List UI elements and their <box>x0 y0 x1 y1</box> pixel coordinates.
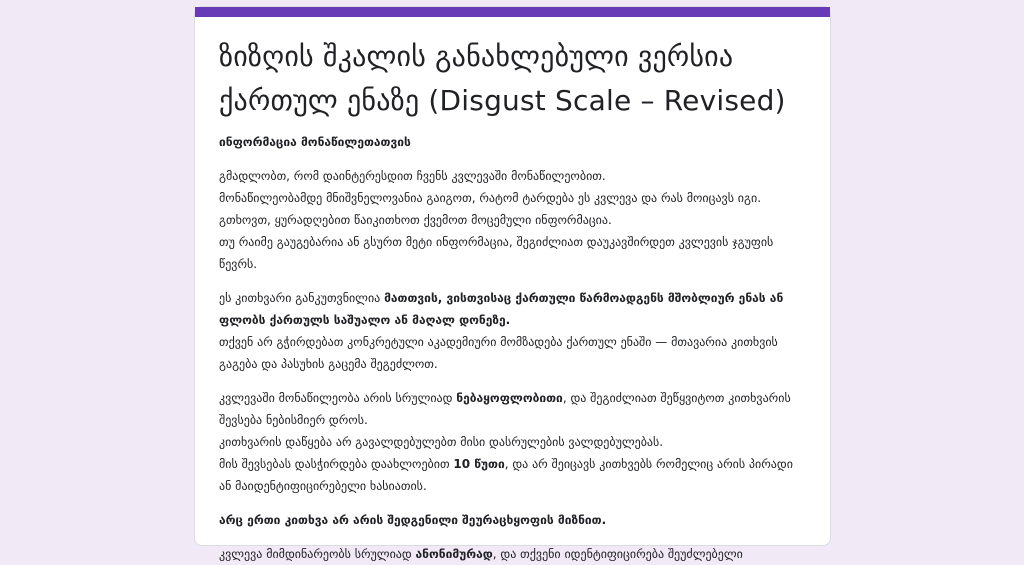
duration-text-1: მის შევსებას დასჭირდება დაახლოებით <box>219 457 454 471</box>
audience-bold-text: მათთვის, ვისთვისაც ქართული წარმოადგენს მშობლიურ ენას ან ფლობს ქართულს საშუალო ან მაღალ დონეზე. <box>219 291 784 327</box>
no-offense-bold: არც ერთი კითხვა არ არის შედგენილი შეურაცხყოფის მიზნით. <box>219 513 607 527</box>
anonymity-text-2: , და თქვენი იდენტიფიცირება შეუძლებელი <box>492 547 743 561</box>
info-heading-paragraph <box>219 131 806 153</box>
form-header-content <box>195 17 830 565</box>
voluntary-bold: ნებაყოფლობითი <box>456 391 563 405</box>
intro-line-4: თუ რაიმე გაუგებარია ან გსურთ მეტი ინფორმაცია, შეგიძლიათ დაუკავშირდეთ კვლევის ჯგუფის წევრს. <box>219 235 774 271</box>
duration-bold: 10 წუთი <box>453 457 505 471</box>
audience-paragraph <box>219 287 806 375</box>
voluntary-paragraph <box>219 387 806 497</box>
form-description <box>219 131 806 565</box>
intro-line-3: გთხოვთ, ყურადღებით წაიკითხოთ ქვემოთ მოცემული ინფორმაცია. <box>219 213 612 227</box>
anonymity-text-1: კვლევა მიმდინარეობს სრულიად <box>219 547 416 561</box>
form-title: ზიზღის შკალის განახლებული ვერსია ქართულ ენაზე (Disgust Scale – Revised) <box>219 40 786 117</box>
form-accent-bar <box>195 7 830 17</box>
voluntary-line-2: კითხვარის დაწყება არ გავალდებულებთ მისი დასრულების ვალდებულებას. <box>219 435 664 449</box>
voluntary-text-2: , და შეგიძლიათ შეწყვიტოთ კითხვარის შევსება ნებისმიერ დროს. <box>219 391 791 427</box>
duration-text-2: , და არ შეიცავს კითხვებს რომელიც არის პირადი ან მაიდენტიფიცირებელი ხასიათის. <box>219 457 793 493</box>
audience-line-2: თქვენ არ გჭირდებათ კონკრეტული აკადემიური მომზადება ქართულ ენაში — მთავარია კითხვის გაგება და პასუხის გაცემა შეგეძლოთ. <box>219 335 778 371</box>
no-offense-paragraph <box>219 509 806 531</box>
anonymity-bold: ანონიმურად <box>415 547 493 561</box>
intro-line-1: გმადლობთ, რომ დაინტერესდით ჩვენს კვლევაში მონაწილეობით. <box>219 169 606 183</box>
intro-line-2: მონაწილეობამდე მნიშვნელოვანია გაიგოთ, რატომ ტარდება ეს კვლევა და რას მოიცავს იგი. <box>219 191 762 205</box>
anonymity-paragraph <box>219 543 806 565</box>
form-header-card <box>194 6 831 561</box>
info-heading: ინფორმაცია მონაწილეთათვის <box>219 135 411 149</box>
intro-paragraph <box>219 165 806 275</box>
voluntary-text-1: კვლევაში მონაწილეობა არის სრულიად <box>219 391 457 405</box>
audience-text: ეს კითხვარი განკუთვნილია <box>219 291 385 305</box>
